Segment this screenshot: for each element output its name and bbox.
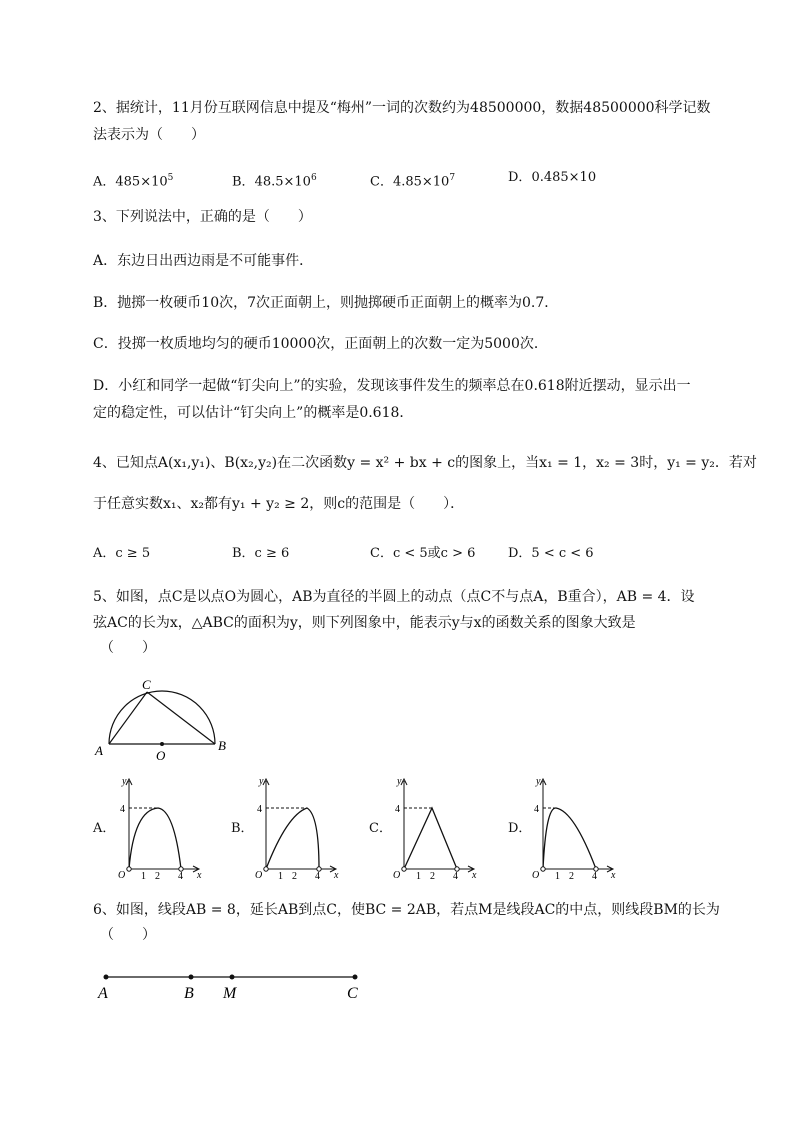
q2-option-c[interactable]: C．$4.85\times 10^7$ bbox=[370, 173, 456, 190]
label-b: B bbox=[184, 985, 194, 1002]
svg-text:1: 1 bbox=[416, 871, 421, 880]
svg-text:4: 4 bbox=[120, 804, 125, 815]
svg-text:O: O bbox=[532, 870, 540, 880]
curve-b bbox=[266, 808, 319, 869]
label-c: C bbox=[142, 677, 151, 692]
q2-option-b[interactable]: B．$48.5\times 10^6$ bbox=[232, 173, 317, 190]
label-c: C bbox=[347, 985, 358, 1002]
q5-option-d-label[interactable]: D． bbox=[508, 821, 532, 836]
svg-text:x: x bbox=[197, 870, 202, 880]
svg-text:4: 4 bbox=[534, 804, 539, 815]
q5-stem-line2: 弦AC的长为x，△ABC的面积为y，则下列图象中，能表示y与x的函数关系的图象大致是 bbox=[93, 615, 636, 631]
svg-text:4: 4 bbox=[592, 871, 597, 880]
q5-stem-line3: （ ） bbox=[100, 640, 156, 656]
svg-text:2: 2 bbox=[430, 871, 435, 880]
q4-option-a[interactable]: A．c ≥ 5 bbox=[93, 546, 151, 561]
q3-option-b[interactable]: B．抛掷一枚硬币10次，7次正面朝上，则抛掷硬币正面朝上的概率为0.7． bbox=[93, 295, 559, 311]
svg-text:O: O bbox=[118, 870, 126, 880]
q4-option-d[interactable]: D．5 < c < 6 bbox=[508, 546, 594, 561]
svg-text:4: 4 bbox=[178, 871, 183, 880]
chord-ac bbox=[109, 692, 147, 744]
point-a bbox=[104, 975, 109, 980]
label-o: O bbox=[156, 748, 166, 763]
svg-text:y: y bbox=[397, 776, 402, 787]
graph-option-c[interactable] bbox=[385, 775, 485, 880]
q2-stem-line1: 2、据统计，11月份互联网信息中提及“梅州”一词的次数约为48500000，数据48500000科学记数 bbox=[93, 100, 711, 116]
q2-stem-line2: 法表示为（ ） bbox=[93, 127, 205, 143]
q4-option-c[interactable]: C．c < 5或c > 6 bbox=[370, 546, 476, 561]
label-a: A bbox=[98, 985, 108, 1002]
q3-option-d-line1[interactable]: D．小红和同学一起做“钉尖向上”的实验，发现该事件发生的频率总在0.618附近摆动，显示出一 bbox=[93, 378, 691, 394]
q6-stem-line1: 6、如图，线段AB = 8，延长AB到点C，使BC = 2AB，若点M是线段AC的中点，则线段BM的长为 bbox=[93, 902, 720, 918]
svg-text:4: 4 bbox=[315, 871, 320, 880]
svg-text:x: x bbox=[334, 870, 339, 880]
q5-option-c-label[interactable]: C． bbox=[369, 821, 392, 836]
curve-c bbox=[404, 808, 457, 869]
q2-option-d[interactable]: D．0.485×10 bbox=[508, 170, 597, 185]
segment-figure bbox=[92, 965, 372, 1005]
q3-option-c[interactable]: C．投掷一枚质地均匀的硬币10000次，正面朝上的次数一定为5000次． bbox=[93, 336, 548, 352]
curve-a bbox=[129, 808, 181, 869]
center-point bbox=[160, 742, 164, 746]
q3-option-d-line2: 定的稳定性，可以估计“钉尖向上”的概率是0.618． bbox=[93, 405, 414, 421]
semicircle-figure bbox=[92, 676, 242, 766]
svg-text:y: y bbox=[259, 776, 264, 787]
svg-text:x: x bbox=[472, 870, 477, 880]
q2-option-a[interactable]: A．$485\times 10^5$ bbox=[93, 173, 174, 190]
semicircle-arc bbox=[109, 691, 215, 744]
graph-option-a[interactable] bbox=[110, 775, 210, 880]
svg-text:1: 1 bbox=[141, 871, 146, 880]
svg-text:2: 2 bbox=[569, 871, 574, 880]
label-m: M bbox=[223, 985, 237, 1002]
label-a: A bbox=[95, 743, 103, 758]
curve-d bbox=[543, 808, 596, 869]
point-c bbox=[353, 975, 358, 980]
svg-text:y: y bbox=[536, 776, 541, 787]
svg-text:O: O bbox=[255, 870, 263, 880]
q4-stem-line2: 于任意实数x₁、x₂都有y₁ + y₂ ≥ 2，则c的范围是（ ）． bbox=[93, 496, 465, 512]
svg-text:x: x bbox=[611, 870, 616, 880]
svg-text:1: 1 bbox=[555, 871, 560, 880]
graph-option-d[interactable] bbox=[524, 775, 624, 880]
q6-stem-line2: （ ） bbox=[100, 927, 156, 943]
point-m bbox=[230, 975, 235, 980]
label-b: B bbox=[218, 738, 226, 753]
q5-stem-line1: 5、如图，点C是以点O为圆心，AB为直径的半圆上的动点（点C不与点A，B重合），AB = 4．设 bbox=[93, 589, 695, 605]
svg-text:2: 2 bbox=[292, 871, 297, 880]
graph-option-b[interactable] bbox=[247, 775, 347, 880]
q4-option-b[interactable]: B．c ≥ 6 bbox=[232, 546, 290, 561]
svg-text:4: 4 bbox=[453, 871, 458, 880]
q3-option-a[interactable]: A．东边日出西边雨是不可能事件． bbox=[93, 253, 314, 269]
svg-text:4: 4 bbox=[257, 804, 262, 815]
svg-text:1: 1 bbox=[278, 871, 283, 880]
q3-stem: 3、下列说法中，正确的是（ ） bbox=[93, 209, 312, 225]
q5-option-b-label[interactable]: B． bbox=[231, 821, 254, 836]
svg-text:O: O bbox=[393, 870, 401, 880]
svg-text:2: 2 bbox=[155, 871, 160, 880]
svg-text:4: 4 bbox=[395, 804, 400, 815]
q5-option-a-label[interactable]: A． bbox=[93, 821, 116, 836]
q4-stem-line1: 4、已知点A(x₁,y₁)、B(x₂,y₂)在二次函数y = x² + bx + c的图象上，当x₁ = 1，x₂ = 3时，y₁ = y₂．若对 bbox=[93, 455, 757, 471]
svg-text:y: y bbox=[122, 776, 127, 787]
point-b bbox=[189, 975, 194, 980]
chord-bc bbox=[147, 692, 215, 744]
